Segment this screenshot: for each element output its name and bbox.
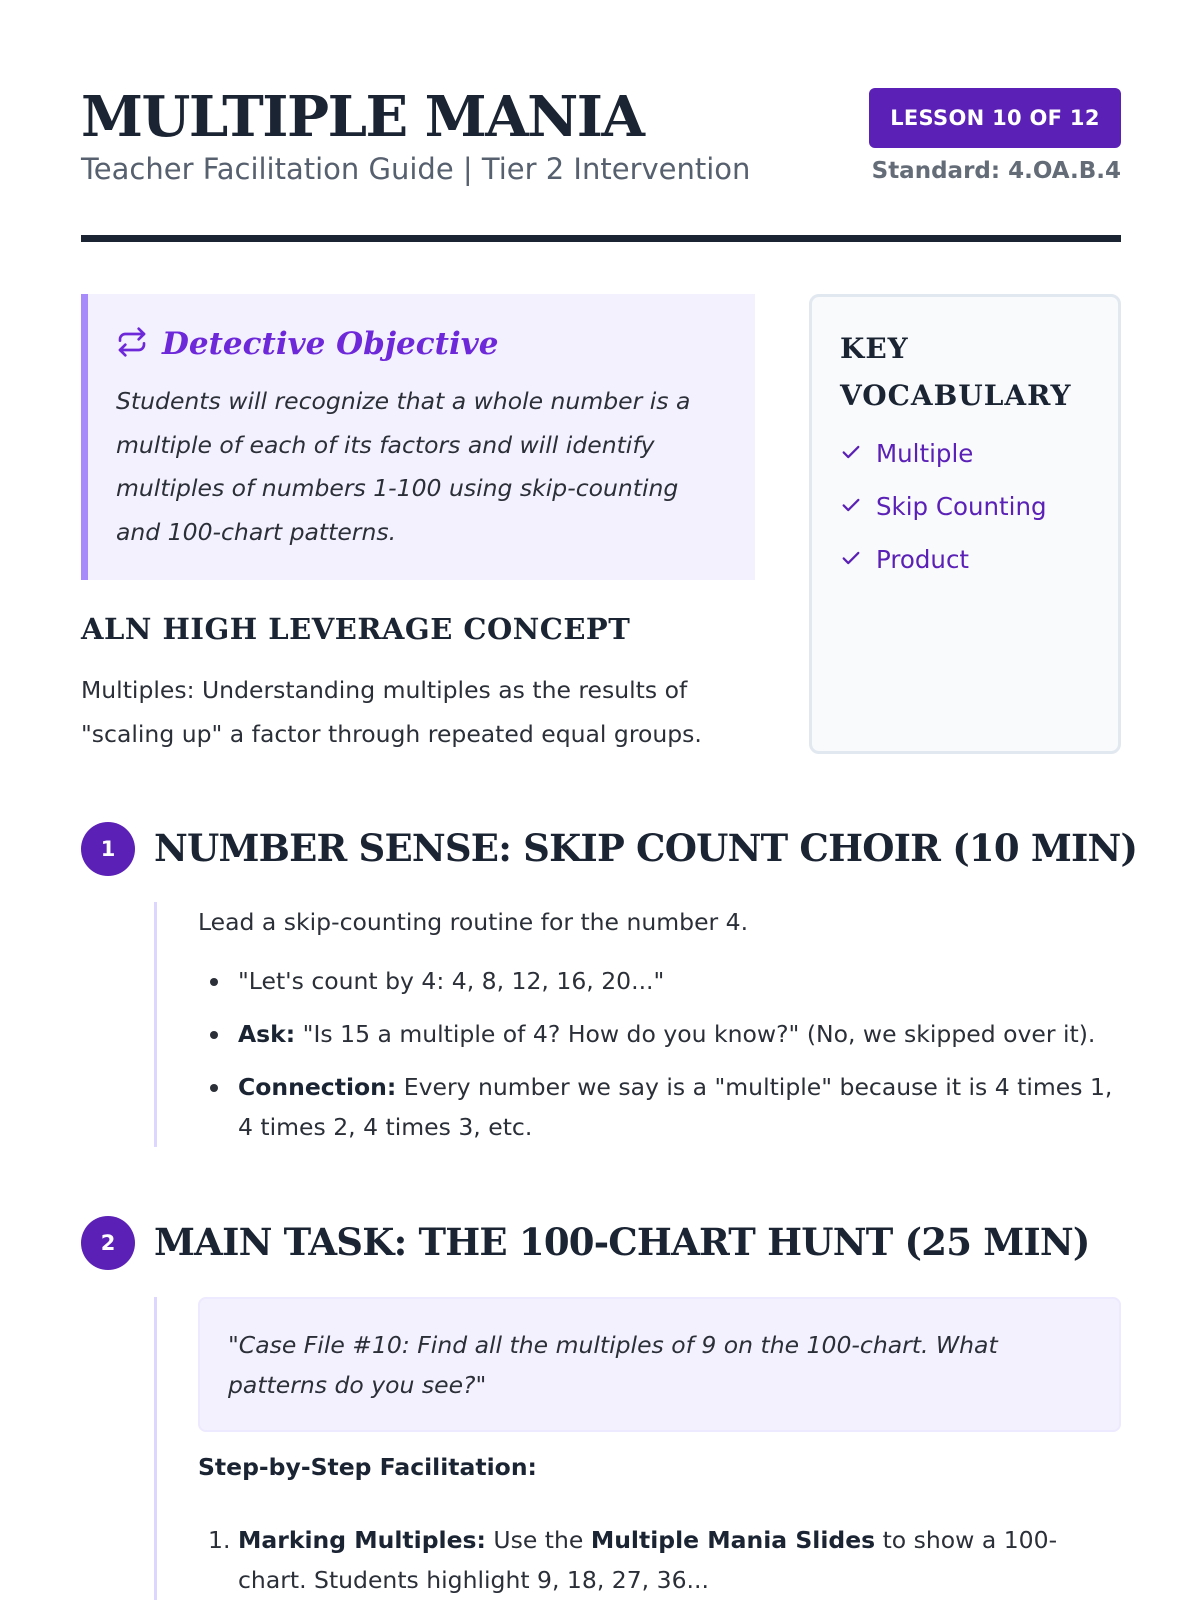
- step-text: to show a 100-chart. Students highlight 9, 18, 27, 36...: [238, 1526, 1058, 1594]
- objective-box: [81, 294, 755, 580]
- vocabulary-label: Multiple: [876, 439, 974, 468]
- bullet-label: Ask:: [238, 1020, 296, 1048]
- lesson-badge: LESSON 10 OF 12: [869, 88, 1121, 148]
- list-item: [198, 1067, 1118, 1147]
- page-header: [81, 80, 1121, 243]
- vocabulary-label: Skip Counting: [876, 492, 1047, 521]
- list-item: [198, 1014, 1118, 1054]
- page-title: MULTIPLE MANIA: [81, 84, 644, 150]
- vocabulary-list: [840, 427, 1047, 586]
- vocabulary-item: [840, 480, 1047, 533]
- vocabulary-title: KEY VOCABULARY: [840, 332, 1072, 412]
- standard-label: Standard: 4.OA.B.4: [871, 158, 1121, 184]
- section-number-badge: 1: [81, 822, 135, 876]
- case-file-callout: [198, 1297, 1121, 1432]
- header-divider: [81, 235, 1121, 242]
- facilitation-label: Step-by-Step Facilitation:: [198, 1453, 537, 1481]
- vocabulary-label: Product: [876, 545, 970, 574]
- section-title: NUMBER SENSE: SKIP COUNT CHOIR (10 MIN): [154, 826, 1138, 870]
- vocabulary-item: [840, 427, 1047, 480]
- list-marker: 1.: [208, 1526, 231, 1554]
- bullet-text: "Let's count by 4: 4, 8, 12, 16, 20...": [238, 967, 665, 995]
- section-intro: Lead a skip-counting routine for the number 4.: [198, 908, 749, 936]
- page-subtitle: Teacher Facilitation Guide | Tier 2 Intervention: [81, 152, 751, 186]
- check-icon: [840, 547, 862, 573]
- objective-header: [116, 326, 498, 362]
- section-title: MAIN TASK: THE 100-CHART HUNT (25 MIN): [154, 1220, 1090, 1264]
- bullet-text: Every number we say is a "multiple" because it is 4 times 1, 4 times 2, 4 times 3, etc.: [238, 1073, 1113, 1141]
- vocabulary-box: [809, 294, 1121, 754]
- check-icon: [840, 494, 862, 520]
- check-icon: [840, 441, 862, 467]
- objective-text: Students will recognize that a whole number is a multiple of each of its factors and will identify multiples of numbers 1-100 using skip-counting and 100-chart patterns.: [116, 387, 691, 546]
- section-number-badge: 2: [81, 1216, 135, 1270]
- concept-text: Multiples: Understanding multiples as the results of "scaling up" a factor through repeated equal groups.: [81, 676, 702, 748]
- bullet-text: "Is 15 a multiple of 4? How do you know?" (No, we skipped over it).: [295, 1020, 1096, 1048]
- list-item: [198, 1520, 1118, 1600]
- step-bold-text: Multiple Mania Slides: [590, 1526, 876, 1554]
- numbered-list: [198, 1520, 1118, 1600]
- bullet-list: [198, 961, 1118, 1160]
- concept-title: ALN HIGH LEVERAGE CONCEPT: [81, 612, 631, 646]
- step-label: Marking Multiples:: [238, 1526, 486, 1554]
- vocabulary-item: [840, 533, 1047, 586]
- step-text: Use the: [485, 1526, 591, 1554]
- case-file-text: "Case File #10: Find all the multiples of 9 on the 100-chart. What patterns do you see?": [228, 1331, 998, 1399]
- repeat-icon: [116, 326, 148, 362]
- section-body: [154, 1297, 1121, 1600]
- bullet-label: Connection:: [238, 1073, 397, 1101]
- objective-title: Detective Objective: [162, 326, 499, 362]
- section-body: [154, 902, 1121, 1147]
- list-item: [198, 961, 1118, 1001]
